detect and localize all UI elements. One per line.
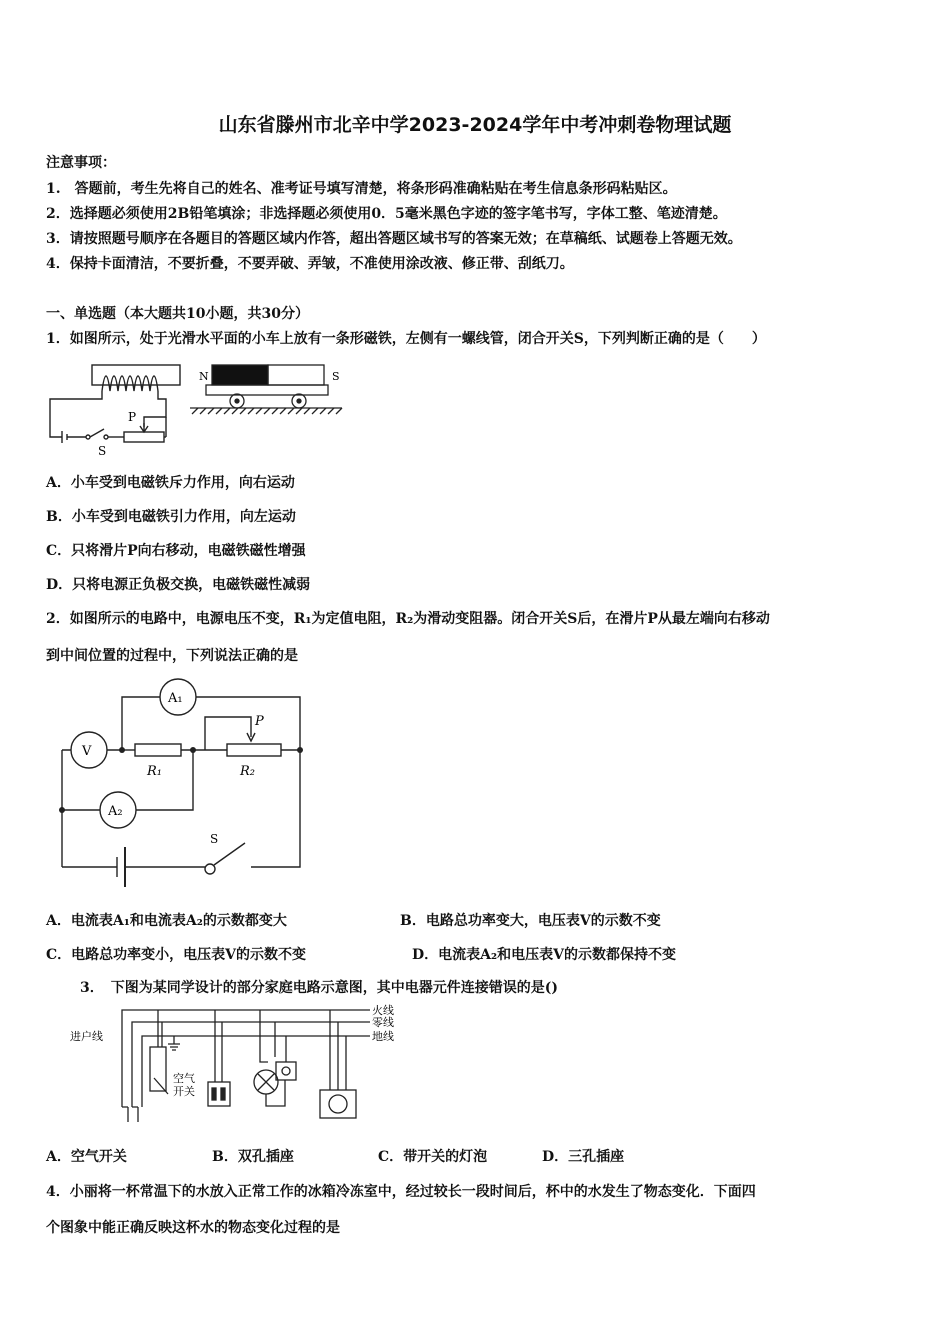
notice-item: 4．保持卡面清洁，不要折叠，不要弄破、弄皱，不准使用涂改液、修正带、刮纸刀。 <box>46 256 574 272</box>
switch-s <box>205 864 215 874</box>
label-inlet: 进户线 <box>70 1030 103 1043</box>
breaker-box <box>150 1047 166 1091</box>
magnet-label-N: N <box>199 370 209 383</box>
magnet-north <box>212 365 268 385</box>
q3-option-b: B．双孔插座 <box>212 1149 294 1165</box>
q1-option-d: D．只将电源正负极交换，电磁铁磁性减弱 <box>46 577 311 593</box>
slider-arrow <box>140 423 148 432</box>
q1-option-c: C．只将滑片P向右移动，电磁铁磁性增强 <box>46 543 306 559</box>
magnet-label-S: S <box>332 370 340 383</box>
live-wire <box>122 1010 370 1107</box>
three-hole-socket <box>320 1090 356 1118</box>
q1-stem: 1．如图所示，处于光滑水平面的小车上放有一条形磁铁，左侧有一螺线管，闭合开关S，下列判断正确的是（ ） <box>46 331 766 347</box>
q4-stem-line1: 4．小丽将一杯常温下的水放入正常工作的冰箱冷冻室中，经过较长一段时间后，杯中的水发生了物态变化．下面四 <box>46 1184 756 1200</box>
label-r2: R₂ <box>240 764 255 779</box>
label-ground: 地线 <box>372 1030 394 1043</box>
q2-option-c: C．电路总功率变小，电压表V的示数不变 <box>46 947 307 963</box>
resistor-r2 <box>227 744 281 756</box>
q2-circuit <box>55 675 315 895</box>
page-title: 山东省滕州市北辛中学2023-2024学年中考冲刺卷物理试题 <box>218 114 732 136</box>
label-p: P <box>255 714 264 729</box>
notice-item: 2．选择题必须使用2B铅笔填涂；非选择题必须使用0．5毫米黑色字迹的签字笔书写，字体工整、笔迹清楚。 <box>46 206 727 222</box>
q3-option-a: A．空气开关 <box>46 1149 127 1165</box>
q4-stem-line2: 个图象中能正确反映这杯水的物态变化过程的是 <box>46 1220 340 1236</box>
cart-body <box>206 385 328 395</box>
label-breaker-2: 开关 <box>173 1085 195 1098</box>
q1-label-P: P <box>128 410 137 424</box>
slider-p <box>205 717 255 750</box>
q3-option-d: D．三孔插座 <box>542 1149 625 1165</box>
label-a1: A₁ <box>168 691 183 706</box>
section-heading: 一、单选题（本大题共10小题，共30分） <box>46 306 309 322</box>
label-live: 火线 <box>372 1004 394 1017</box>
q1-figure <box>40 355 350 460</box>
light-switch <box>276 1062 296 1080</box>
magnet-south <box>268 365 324 385</box>
notice-heading: 注意事项： <box>46 155 116 171</box>
notice-item: 1. 答题前，考生先将自己的姓名、准考证号填写清楚，将条形码准确粘贴在考生信息条形码粘贴区。 <box>46 181 677 197</box>
label-r1: R₁ <box>147 764 162 779</box>
q3-option-c: C．带开关的灯泡 <box>378 1149 488 1165</box>
q2-option-d: D．电流表A₂和电压表V的示数都保持不变 <box>412 947 676 963</box>
label-a2: A₂ <box>108 804 123 819</box>
q1-option-b: B．小车受到电磁铁引力作用，向左运动 <box>46 509 296 525</box>
rheostat <box>124 432 164 442</box>
q2-stem-line1: 2．如图所示的电路中，电源电压不变，R₁为定值电阻，R₂为滑动变阻器。闭合开关S后，在滑片P从最左端向右移动 <box>46 611 770 627</box>
q3-stem: 3． 下图为某同学设计的部分家庭电路示意图，其中电器元件连接错误的是() <box>80 980 558 996</box>
q2-option-b: B．电路总功率变大，电压表V的示数不变 <box>400 913 661 929</box>
q2-stem-line2: 到中间位置的过程中，下列说法正确的是 <box>46 648 298 664</box>
q1-label-S: S <box>98 444 107 458</box>
notice-item: 3．请按照题号顺序在各题目的答题区域内作答，超出答题区域书写的答案无效；在草稿纸、试题卷上答题无效。 <box>46 231 742 247</box>
q3-house-wiring <box>70 1002 420 1127</box>
solenoid-coil <box>102 376 158 391</box>
q1-option-a: A．小车受到电磁铁斥力作用，向右运动 <box>46 475 295 491</box>
resistor-r1 <box>135 744 181 756</box>
two-hole-socket <box>208 1082 230 1106</box>
q2-option-a: A．电流表A₁和电流表A₂的示数都变大 <box>46 913 287 929</box>
label-v: V <box>82 744 92 759</box>
label-breaker-1: 空气 <box>173 1072 195 1085</box>
label-s: S <box>210 832 219 846</box>
label-neutral: 零线 <box>372 1016 394 1029</box>
